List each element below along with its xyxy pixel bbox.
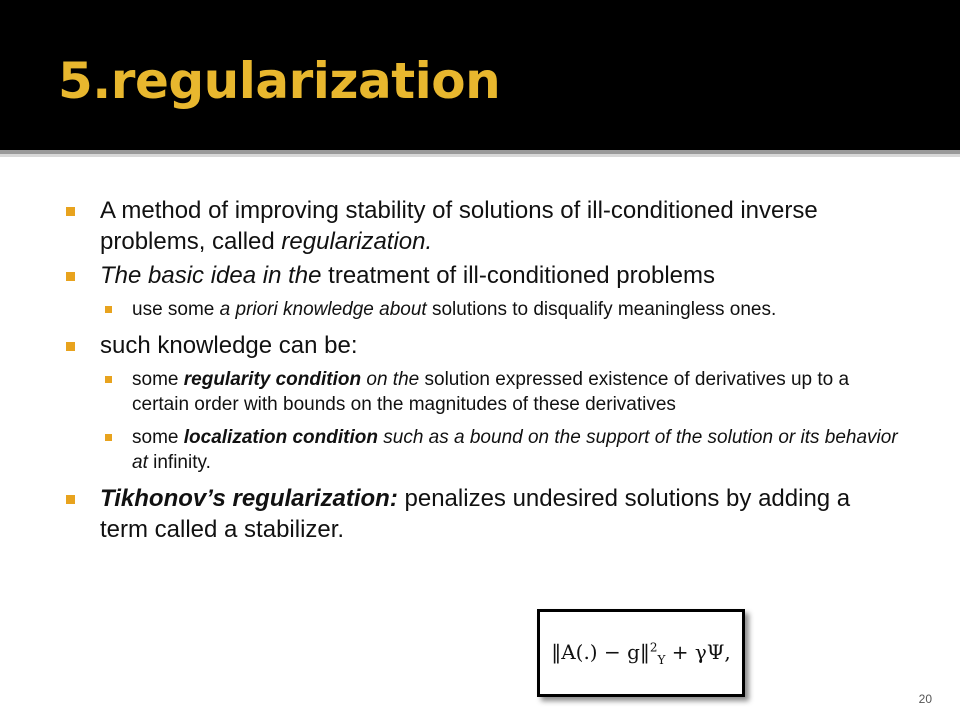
square-bullet-icon xyxy=(66,495,75,504)
bullet-item-3: such knowledge can be: xyxy=(60,330,900,361)
square-bullet-icon xyxy=(66,207,75,216)
slide-title: 5.regularization xyxy=(58,52,501,110)
title-bar xyxy=(0,0,960,150)
tikhonov-formula: ‖A(.) − g‖$^2_Y$ + γΨ, xyxy=(551,639,731,667)
sub-bullet-item-3-2: some localization condition such as a bound on the support of the solution or its behavior at infinity. xyxy=(60,425,900,475)
bullet-item-2: The basic idea in the treatment of ill-conditioned problems xyxy=(60,260,900,291)
sub-bullet-item-2-1: use some a priori knowledge about solutions to disqualify meaningless ones. xyxy=(60,297,900,322)
square-bullet-icon xyxy=(105,306,112,313)
bullet-list xyxy=(60,195,900,548)
square-bullet-icon xyxy=(66,342,75,351)
square-bullet-icon xyxy=(66,272,75,281)
bullet-item-1: A method of improving stability of solutions of ill-conditioned inverse problems, called regularization. xyxy=(60,195,900,257)
page-number: 20 xyxy=(918,692,932,706)
square-bullet-icon xyxy=(105,376,112,383)
formula-box xyxy=(537,609,745,697)
sub-bullet-item-3-1: some regularity condition on the solution expressed existence of derivatives up to a certain order with bounds on the magnitudes of these derivatives xyxy=(60,367,900,417)
bullet-item-4: Tikhonov’s regularization: penalizes undesired solutions by adding a term called a stabilizer. xyxy=(60,483,900,545)
content-area xyxy=(0,157,960,720)
square-bullet-icon xyxy=(105,434,112,441)
